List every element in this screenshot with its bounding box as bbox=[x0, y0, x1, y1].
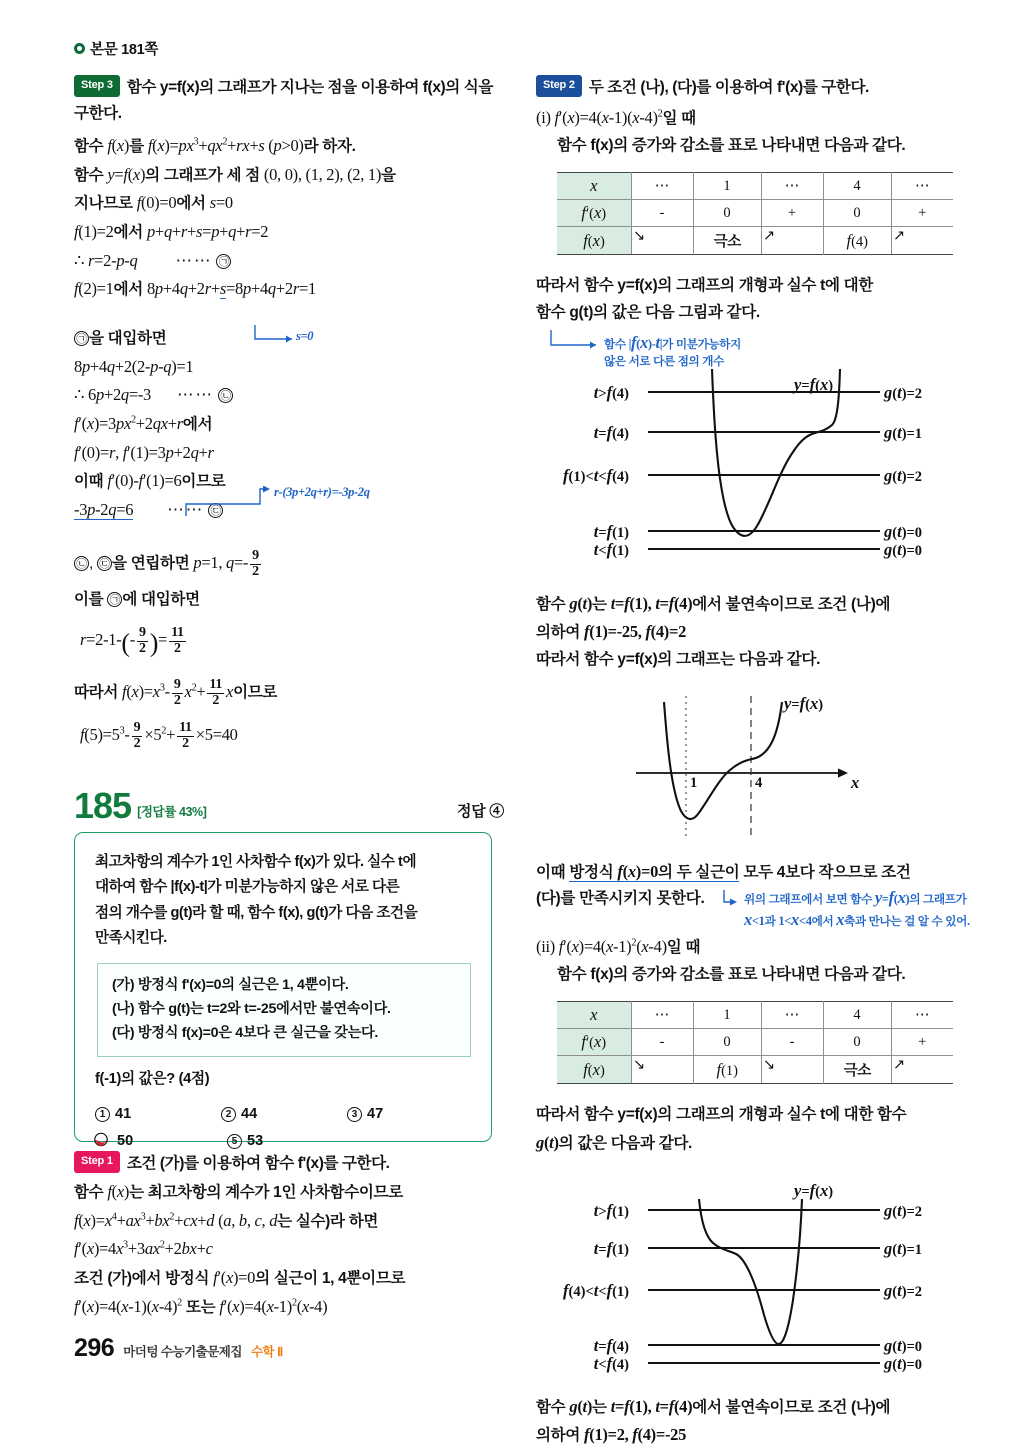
after-table1-line: 따라서 함수 y=f(x)의 그래프의 개형과 실수 t에 대한 bbox=[536, 277, 873, 295]
question-body-line: 대하여 함수 |f(x)-t|가 미분가능하지 않은 서로 다른 bbox=[95, 879, 400, 896]
table-cell: ⋯ bbox=[891, 173, 953, 200]
footer-book-title: 마더텅 수능기출문제집 bbox=[123, 1345, 242, 1359]
right-column bbox=[536, 76, 988, 1450]
solution-line: 8p+4q+2(2-p-q)=1 bbox=[74, 356, 194, 376]
choice-option-3[interactable] bbox=[347, 1101, 473, 1128]
after-diagram3-line: 함수 g(t)는 t=f(1), t=f(4)에서 불연속이므로 조건 (나)에 bbox=[536, 1396, 891, 1416]
choice-value: 50 bbox=[117, 1132, 134, 1149]
table-cell: ⋯ bbox=[891, 1002, 953, 1029]
step3-title-line2: 구한다. bbox=[74, 105, 122, 123]
table-row bbox=[557, 1002, 953, 1029]
solution-line: ∴ 6p+2q=-3 ⋯⋯ ㉡ bbox=[74, 381, 504, 410]
diagram-left-label: t>f(1) bbox=[593, 1200, 629, 1220]
diagram-right-label: g(t)=1 bbox=[884, 422, 923, 442]
table-cell: 1 bbox=[693, 1002, 761, 1029]
table-cell: ⋯ bbox=[631, 173, 693, 200]
case1-heading: (i) $f'(x)=4(x-1)(x-4)^2$일 때 bbox=[536, 108, 696, 128]
solution-line: 함수 f(x)는 최고차항의 계수가 1인 사차함수이므로 bbox=[74, 1182, 403, 1202]
annotation-s: s=0 bbox=[296, 329, 314, 343]
diagram-case2 bbox=[536, 1180, 988, 1385]
annotation-graph: 위의 그래프에서 보면 함수 y=f(x)의 그래프가 x<1과 1<x<4에서 x축과 만나는 걸 알 수 있어. bbox=[744, 887, 970, 930]
table-cell: 극소 bbox=[823, 1056, 891, 1084]
diagram-right-label: g(t)=1 bbox=[884, 1238, 923, 1258]
table-cell: + bbox=[891, 1029, 953, 1056]
table-cell: - bbox=[631, 200, 693, 227]
footer-page-number: 296 bbox=[74, 1334, 115, 1362]
condition-item: (가) 방정식 f'(x)=0의 실근은 1, 4뿐이다. bbox=[112, 976, 349, 993]
annotation-r: r-(3p+2q+r)=-3p-2q bbox=[274, 485, 370, 499]
after-diagram2-line: 이때 방정식 f(x)=0의 두 실근이 모두 4보다 작으므로 조건 bbox=[536, 861, 911, 881]
choice-number-icon: 1 bbox=[95, 1107, 110, 1122]
diagram-right-label: g(t)=0 bbox=[884, 1353, 923, 1373]
table-cell: - bbox=[631, 1029, 693, 1056]
table-row bbox=[557, 227, 953, 255]
solution-line: f(1)=2에서 p+q+r+s=p+q+r=2 bbox=[74, 222, 269, 241]
condition-item: (다) 방정식 f(x)=0은 4보다 큰 실근을 갖는다. bbox=[112, 1025, 379, 1042]
case2-heading: (ii) $f'(x)=4(x-1)^2(x-4)$일 때 bbox=[536, 936, 701, 956]
table-cell: ⋯ bbox=[761, 173, 823, 200]
step2-title: 두 조건 (나), (다)를 이용하여 f'(x)를 구한다. bbox=[588, 79, 869, 96]
choice-row bbox=[95, 1128, 473, 1155]
correct-rate-badge: [정답률 43%] bbox=[137, 805, 207, 819]
step1-heading bbox=[74, 1152, 514, 1176]
annotation-gt: 함수 |f(x)-t|가 미분가능하지 않은 서로 다른 점의 개수 bbox=[604, 332, 741, 368]
diagram-curve-label: y=f(x) bbox=[794, 374, 834, 394]
diagram-right-label: g(t)=2 bbox=[884, 1200, 923, 1220]
step1-badge: Step 1 bbox=[74, 1151, 120, 1174]
diagram-right-label: g(t)=0 bbox=[884, 521, 923, 541]
diagram-left-label: f(1)<t<f(4) bbox=[563, 465, 629, 485]
case2-subtext: 함수 f(x)의 증가와 감소를 표로 나타내면 다음과 같다. bbox=[557, 965, 906, 983]
question-card bbox=[74, 832, 492, 1149]
diagram-right-label: g(t)=0 bbox=[884, 1335, 923, 1355]
table-row-header: f(x) bbox=[557, 1056, 631, 1084]
case1-subtext: 함수 f(x)의 증가와 감소를 표로 나타내면 다음과 같다. bbox=[557, 136, 906, 154]
after-diagram3-line: 의하여 f(1)=2, f(4)=-25 bbox=[536, 1425, 687, 1445]
variation-table-2 bbox=[557, 1001, 953, 1084]
diagram-left-label: t=f(4) bbox=[593, 422, 629, 442]
variation-table-1 bbox=[557, 172, 953, 255]
solution-line: 지나므로 f(0)=0에서 s=0 bbox=[74, 193, 233, 213]
table-row bbox=[557, 1029, 953, 1056]
choice-row bbox=[95, 1101, 473, 1128]
diagram-left-label: t=f(4) bbox=[593, 1335, 629, 1355]
footer-subject: 수학 Ⅱ bbox=[250, 1345, 283, 1359]
ref-symbol-b: ㉡ bbox=[218, 388, 233, 403]
solution-line: 이때 f′(0)-f′(1)=6이므로 bbox=[74, 471, 226, 491]
table-row-header: x bbox=[557, 1002, 631, 1029]
after-table2-line: g(t)의 값은 다음과 같다. bbox=[536, 1132, 693, 1152]
table-cell: - bbox=[761, 1029, 823, 1056]
table-cell: + bbox=[761, 200, 823, 227]
solution-line: $f'(x)=3px^2+2qx+r$에서 bbox=[74, 413, 213, 433]
conditions-box bbox=[97, 963, 471, 1057]
solution-line: 조건 (가)에서 방정식 f′(x)=0의 실근이 1, 4뿐이므로 bbox=[74, 1267, 406, 1287]
table-cell: 0 bbox=[823, 1029, 891, 1056]
diagram-left-label: t=f(1) bbox=[593, 1238, 629, 1258]
diagram-right-label: g(t)=2 bbox=[884, 382, 923, 402]
diagram-left-label: t>f(4) bbox=[593, 382, 629, 402]
solution-line: 이를 ㉠ 에 대입하면 bbox=[74, 590, 200, 608]
diagram-left-label: t=f(1) bbox=[593, 521, 629, 541]
step3-badge: Step 3 bbox=[74, 75, 120, 98]
ref-symbol-a: ㉠ bbox=[216, 254, 231, 269]
diagram-right-label: g(t)=2 bbox=[884, 1280, 923, 1300]
choice-number-icon: 3 bbox=[347, 1107, 362, 1122]
table-row-header: x bbox=[557, 173, 631, 200]
table-cell: ↘ bbox=[631, 227, 646, 254]
solution-line: ㉡ , ㉢ 을 연립하면 p=1, q=- $\frac{9}{2}$ bbox=[74, 549, 504, 580]
table-cell: 4 bbox=[823, 173, 891, 200]
diagram-left-label: t<f(4) bbox=[593, 1353, 629, 1373]
after-diagram2-line: (다)를 만족시키지 못한다. bbox=[536, 890, 705, 908]
condition-item: (나) 함수 g(t)는 t=2와 t=-25에서만 불연속이다. bbox=[112, 1000, 391, 1017]
diagram-case1 bbox=[536, 363, 988, 578]
diagram-tick-1: 1 bbox=[690, 774, 698, 791]
solution-line: f(2)=1에서 8p+4q+2r+s=8p+4q+2r=1 bbox=[74, 279, 316, 299]
table-cell: 0 bbox=[693, 200, 761, 227]
step3-heading bbox=[74, 76, 504, 100]
step1-section bbox=[74, 1152, 514, 1321]
after-table1-line: 함수 g(t)의 값은 다음 그림과 같다. bbox=[536, 303, 760, 321]
table-row bbox=[557, 173, 953, 200]
after-diagram1-line: 의하여 f(1)=-25, f(4)=2 bbox=[536, 622, 687, 642]
question-prompt: f(-1)의 값은? (4점) bbox=[95, 1070, 210, 1087]
table-cell: ↗ bbox=[761, 227, 776, 254]
diagram-graph bbox=[536, 680, 988, 860]
table-cell: f(4) bbox=[823, 227, 891, 255]
diagram-left-label: t<f(1) bbox=[593, 539, 629, 559]
diagram-right-label: g(t)=0 bbox=[884, 539, 923, 559]
circle-marker-icon bbox=[74, 43, 85, 54]
after-diagram1-line: 함수 g(t)는 t=f(1), t=f(4)에서 불연속이므로 조건 (나)에 bbox=[536, 593, 891, 613]
diagram-graph-svg bbox=[536, 680, 988, 860]
table-cell: 0 bbox=[823, 200, 891, 227]
solution-line: -3p-2q=6 ⋯⋯ ㉢ bbox=[74, 496, 504, 525]
answer-label: 정답 ④ bbox=[457, 803, 504, 820]
diagram-tick-4: 4 bbox=[755, 774, 763, 791]
table-cell: ↗ bbox=[891, 227, 906, 254]
question-body-line: 점의 개수를 g(t)라 할 때, 함수 f(x), g(t)가 다음 조건을 bbox=[95, 904, 418, 921]
diagram-left-label: f(4)<t<f(1) bbox=[563, 1280, 629, 1300]
solution-line: $f'(x)=4x^3+3ax^2+2bx+c$ bbox=[74, 1239, 213, 1259]
answer-check-icon bbox=[95, 1133, 112, 1149]
choice-option-1[interactable] bbox=[95, 1101, 221, 1128]
page-footer bbox=[74, 1334, 283, 1363]
table-cell: ↘ bbox=[761, 1056, 776, 1083]
choice-list bbox=[95, 1101, 473, 1155]
diagram-curve-label: y=f(x) bbox=[794, 1180, 834, 1200]
problem-number: 185 bbox=[74, 785, 132, 826]
table-cell: 4 bbox=[823, 1002, 891, 1029]
table-cell: ⋯ bbox=[761, 1002, 823, 1029]
step3-title-line1: 함수 y=f(x)의 그래프가 지나는 점을 이용하여 f(x)의 식을 bbox=[126, 79, 493, 96]
solution-line: 함수 y=f(x)의 그래프가 세 점 (0, 0), (1, 2), (2, 1)을 bbox=[74, 164, 396, 184]
left-column bbox=[74, 76, 504, 752]
table-row-header: f′(x) bbox=[557, 1029, 631, 1056]
question-body-line: 만족시킨다. bbox=[95, 930, 167, 947]
header-reference-text: 본문 181쪽 bbox=[90, 42, 159, 58]
choice-option-2[interactable] bbox=[221, 1101, 347, 1128]
step2-heading bbox=[536, 76, 988, 100]
table-row bbox=[557, 1056, 953, 1084]
table-cell: 극소 bbox=[693, 227, 761, 255]
after-diagram1-line: 따라서 함수 y=f(x)의 그래프는 다음과 같다. bbox=[536, 650, 821, 668]
choice-option-5[interactable] bbox=[227, 1128, 359, 1155]
solution-line: f′(0)=r, f′(1)=3p+2q+r bbox=[74, 442, 214, 462]
page-header bbox=[74, 38, 158, 59]
table-row bbox=[557, 200, 953, 227]
solution-line: $f'(x)=4(x-1)(x-4)^2$ 또는 $f'(x)=4(x-1)^2(x-4)$ bbox=[74, 1296, 328, 1316]
annotation-hook-r bbox=[184, 486, 272, 520]
table-cell: f(1) bbox=[693, 1056, 761, 1084]
solution-line: 따라서 $f(x)=x^3-$ $\frac{9}{2}$ $x^2+$ $\frac{11}{2}$ x이므로 bbox=[74, 677, 278, 709]
solution-line: ㉠ 을 대입하면 bbox=[74, 326, 504, 353]
table-cell: ↘ bbox=[631, 1056, 646, 1083]
table-row-header: f′(x) bbox=[557, 200, 631, 227]
choice-number-icon: 5 bbox=[227, 1134, 242, 1149]
table-cell: 1 bbox=[693, 173, 761, 200]
step1-title: 조건 (가)를 이용하여 함수 f'(x)를 구한다. bbox=[126, 1155, 390, 1172]
choice-number-icon: 2 bbox=[221, 1107, 236, 1122]
choice-value: 47 bbox=[367, 1105, 384, 1122]
choice-value: 44 bbox=[241, 1105, 258, 1122]
diagram-curve-label: y=f(x) bbox=[784, 693, 824, 713]
ref-symbol-c: ㉢ bbox=[208, 503, 223, 518]
step2-badge: Step 2 bbox=[536, 75, 582, 98]
table-cell: ⋯ bbox=[631, 1002, 693, 1029]
choice-value: 41 bbox=[115, 1105, 132, 1122]
solution-line: ∴ r=2-p-q ⋯⋯ ㉠ bbox=[74, 247, 504, 276]
table-row-header: f(x) bbox=[557, 227, 631, 255]
solution-line: $f(5)=5^3-$ $\frac{9}{2}$ $\times 5^2+$ $\frac{11}{2}$ ×5=40 bbox=[80, 720, 238, 752]
choice-value: 53 bbox=[247, 1132, 264, 1149]
question-body-line: 최고차항의 계수가 1인 사차함수 f(x)가 있다. 실수 t에 bbox=[95, 854, 417, 870]
solution-line: $f(x)=x^4+ax^3+bx^2+cx+d$ (a, b, c, d는 실수)라 하면 bbox=[74, 1210, 379, 1230]
problem-header bbox=[74, 785, 504, 826]
diagram-x-axis-label: x bbox=[851, 772, 860, 792]
annotation-hook-g bbox=[548, 329, 610, 355]
table-cell: + bbox=[891, 200, 953, 227]
solution-line: 함수 f(x)를 $f(x)=px^3+qx^2+rx+s$ (p>0)라 하자. bbox=[74, 136, 356, 156]
table-cell: 0 bbox=[693, 1029, 761, 1056]
table-cell: ↗ bbox=[891, 1056, 906, 1083]
solution-line: r=2-1-(- $\frac{9}{2}$ )= $\frac{11}{2}$ bbox=[80, 625, 184, 658]
diagram-right-label: g(t)=2 bbox=[884, 465, 923, 485]
after-table2-line: 따라서 함수 y=f(x)의 그래프의 개형과 실수 t에 대한 함수 bbox=[536, 1106, 907, 1124]
